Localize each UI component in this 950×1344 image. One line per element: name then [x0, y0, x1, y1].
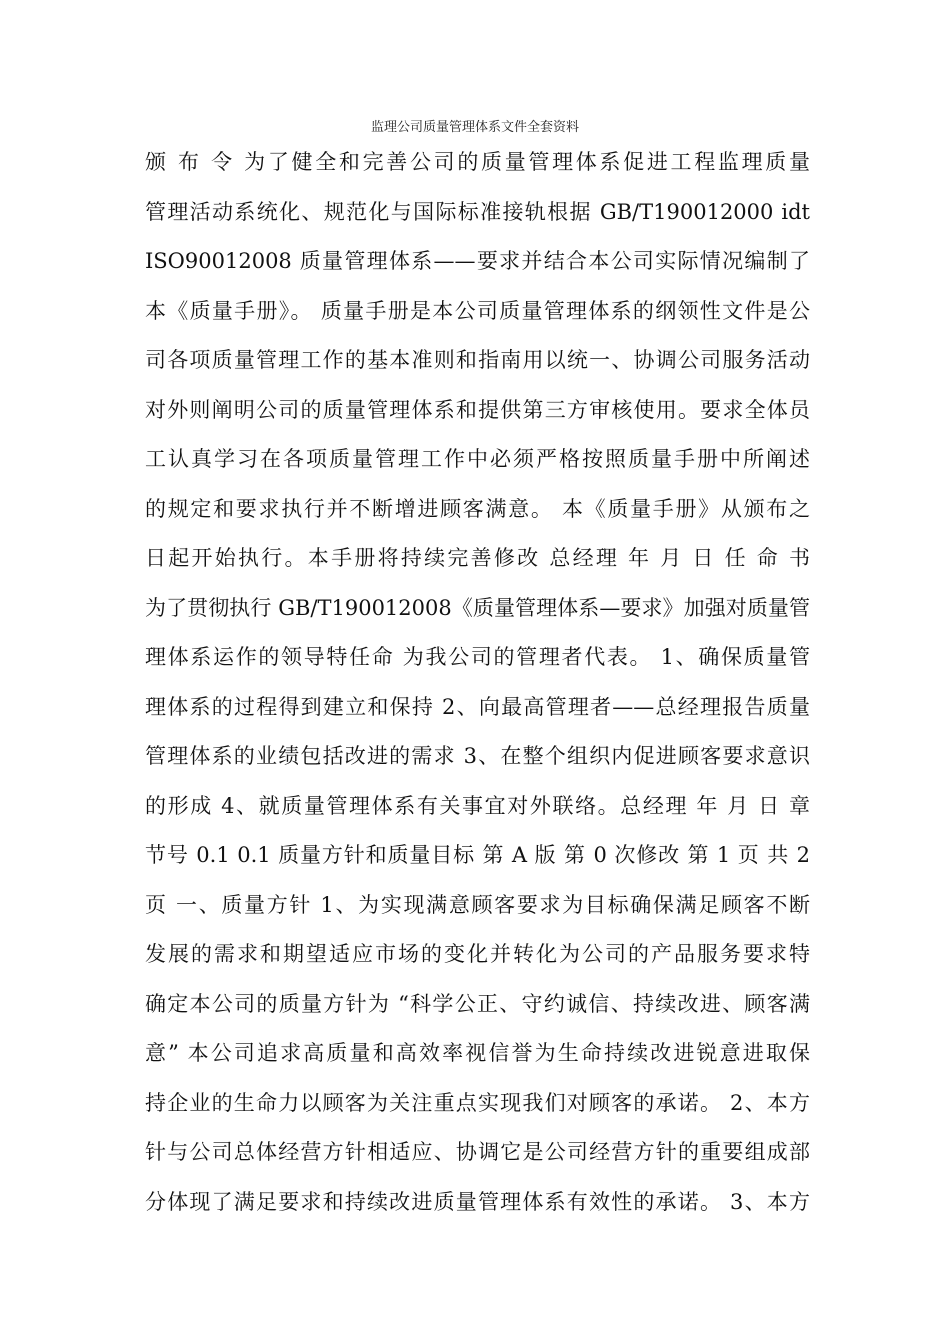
text-line: 意” 本公司追求高质量和高效率视信誉为生命持续改进锐意进取保: [145, 1041, 810, 1065]
text-line: 理体系的过程得到建立和保持 2、向最高管理者——总经理报告质量: [145, 694, 810, 719]
text-line: 持企业的生命力以顾客为关注重点实现我们对顾客的承诺。 2、本方: [145, 1090, 810, 1115]
text-line: 分体现了满足要求和持续改进质量管理体系有效性的承诺。 3、本方: [145, 1189, 810, 1214]
text-line: 节号 0.1 0.1 质量方针和质量目标 第 A 版 第 0 次修改 第 1 页 共 2: [145, 843, 810, 867]
text-line: 的形成 4、就质量管理体系有关事宜对外联络。总经理 年 月 日 章: [145, 793, 810, 818]
text-line: 发展的需求和期望适应市场的变化并转化为公司的产品服务要求特: [145, 942, 810, 966]
text-line: 页 一、质量方针 1、为实现满意顾客要求为目标确保满足顾客不断: [145, 892, 810, 917]
text-line: 颁 布 令 为了健全和完善公司的质量管理体系促进工程监理质量: [145, 150, 810, 174]
text-line: 确定本公司的质量方针为 “科学公正、守约诚信、持续改进、顾客满: [145, 991, 810, 1016]
text-line: 管理活动系统化、规范化与国际标准接轨根据 GB/T190012000 idt: [145, 199, 810, 224]
text-line: 工认真学习在各项质量管理工作中必须严格按照质量手册中所阐述: [145, 447, 810, 471]
text-line: 管理体系的业绩包括改进的需求 3、在整个组织内促进顾客要求意识: [145, 744, 810, 768]
text-line: 司各项质量管理工作的基本准则和指南用以统一、协调公司服务活动: [145, 348, 810, 372]
text-line: 本《质量手册》。 质量手册是本公司质量管理体系的纲领性文件是公: [145, 298, 810, 323]
page-header: 监理公司质量管理体系文件全套资料: [370, 120, 579, 135]
text-line: 理体系运作的领导特任命 为我公司的管理者代表。 1、确保质量管: [145, 645, 810, 669]
text-line: 的规定和要求执行并不断增进顾客满意。 本《质量手册》从颁布之: [145, 496, 810, 521]
text-line: ISO90012008 质量管理体系——要求并结合本公司实际情况编制了: [145, 249, 810, 273]
text-line: 针与公司总体经营方针相适应、协调它是公司经营方针的重要组成部: [145, 1140, 810, 1164]
text-line: 对外则阐明公司的质量管理体系和提供第三方审核使用。要求全体员: [145, 397, 810, 422]
body-text: [145, 140, 810, 1229]
text-line: 为了贯彻执行 GB/T190012008《质量管理体系—要求》加强对质量管: [145, 595, 810, 620]
text-line: 日起开始执行。本手册将持续完善修改 总经理 年 月 日 任 命 书: [145, 546, 810, 570]
